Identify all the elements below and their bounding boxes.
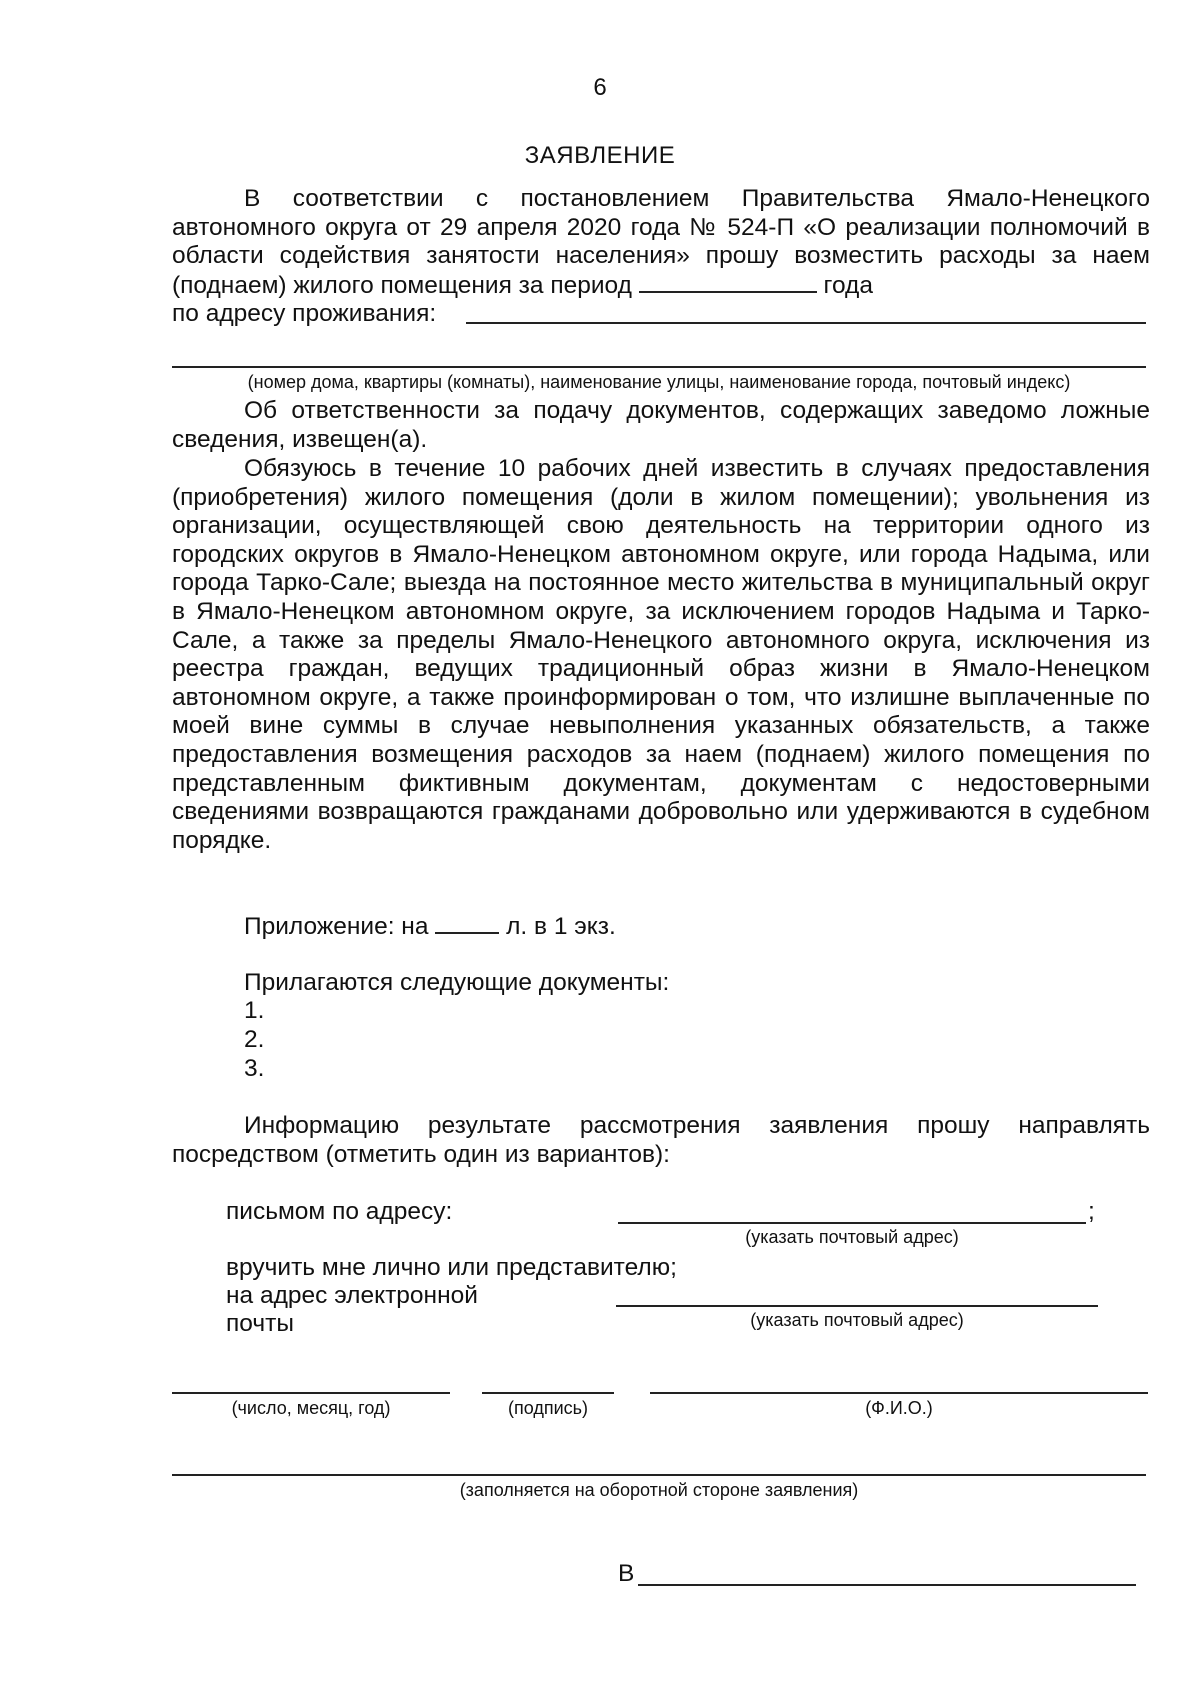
reverse-side-line [172, 1474, 1146, 1476]
document-title: ЗАЯВЛЕНИЕ [524, 142, 676, 169]
reverse-side-caption: (заполняется на оборотной стороне заявления) [459, 1480, 859, 1500]
email-address-field[interactable] [616, 1305, 1098, 1307]
attachment-line [244, 912, 616, 941]
document-item-1: 1. [244, 997, 265, 1024]
obligation-text: Обязуюсь в течение 10 рабочих дней известить в случаях предоставления (приобретения) жилого помещения (доли в жилом помещении); увольнения из организации, осуществляющей свою деятельность на территории одного из городских округов в Ямало-Ненецком автономном округе, или города Надыма, или города Тарко-Сале; выезда на постоянное место жительства в муниципальный округ в Ямало-Ненецком автономном округе, за исключением городов Надыма и Тарко-Сале, а также за пределы Ямало-Ненецкого автономного округа, исключения из реестра граждан, ведущих традиционный образ жизни в Ямало-Ненецком автономном округе, а также проинформирован о том, что излишне выплаченные по моей вине суммы в случае невыполнения указанных обязательств, а также предоставления возмещения расходов за наем (поднаем) жилого помещения по представленным фиктивным документам, документам с недостоверными сведениями возвращаются гражданами добровольно или удерживаются в судебном порядке. [172, 455, 1150, 854]
document-item-2: 2. [244, 1026, 265, 1053]
document-item-3: 3. [244, 1055, 265, 1082]
addressee-prefix: В [618, 1560, 635, 1587]
addressee-field[interactable] [638, 1584, 1136, 1586]
mail-address-field[interactable] [618, 1222, 1086, 1224]
date-caption: (число, месяц, год) [231, 1398, 391, 1418]
full-name-caption: (Ф.И.О.) [865, 1398, 933, 1418]
option-by-mail[interactable]: письмом по адресу: [226, 1198, 453, 1225]
address-field-line2[interactable] [172, 366, 1146, 368]
info-request-paragraph [172, 1112, 1150, 1169]
responsibility-text: Об ответственности за подачу документов, содержащих заведомо ложные сведения, извещен(а). [172, 397, 1150, 453]
option-email-line2: почты [226, 1310, 294, 1337]
intro-paragraph [172, 185, 1150, 300]
intro-text-part2: года [823, 271, 873, 299]
signature-field[interactable] [482, 1392, 614, 1394]
mail-semicolon: ; [1088, 1198, 1095, 1225]
option-email-line1[interactable]: на адрес электронной [226, 1282, 478, 1309]
full-name-field[interactable] [650, 1392, 1148, 1394]
period-field[interactable] [639, 271, 817, 293]
attachment-suffix: л. в 1 экз. [506, 913, 616, 940]
date-field[interactable] [172, 1392, 450, 1394]
info-request-text: Информацию результате рассмотрения заявления прошу направлять посредством (отметить один из вариантов): [172, 1112, 1150, 1168]
address-label: по адресу проживания: [172, 300, 437, 327]
intro-text-part1: В соответствии с постановлением Правительства Ямало-Ненецкого автономного округа от 29 апреля 2020 года № 524-П «О реализации полномочий в области содействия занятости населения» прошу возместить расходы за наем (поднаем) жилого помещения за период [172, 185, 1150, 299]
mail-address-caption: (указать почтовый адрес) [745, 1227, 959, 1247]
obligation-paragraph [172, 455, 1150, 855]
intro-text [172, 185, 1150, 300]
attachment-prefix: Приложение: на [244, 913, 429, 940]
email-address-caption: (указать почтовый адрес) [750, 1310, 964, 1330]
address-field-line1[interactable] [466, 322, 1146, 324]
address-caption: (номер дома, квартиры (комнаты), наименование улицы, наименование города, почтовый индекс) [247, 372, 1071, 392]
attachment-pages-field[interactable] [435, 912, 499, 934]
responsibility-paragraph [172, 397, 1150, 454]
option-in-person[interactable]: вручить мне лично или представителю; [226, 1254, 677, 1281]
documents-heading: Прилагаются следующие документы: [244, 969, 670, 996]
page-number: 6 [593, 74, 607, 101]
signature-caption: (подпись) [507, 1398, 589, 1418]
